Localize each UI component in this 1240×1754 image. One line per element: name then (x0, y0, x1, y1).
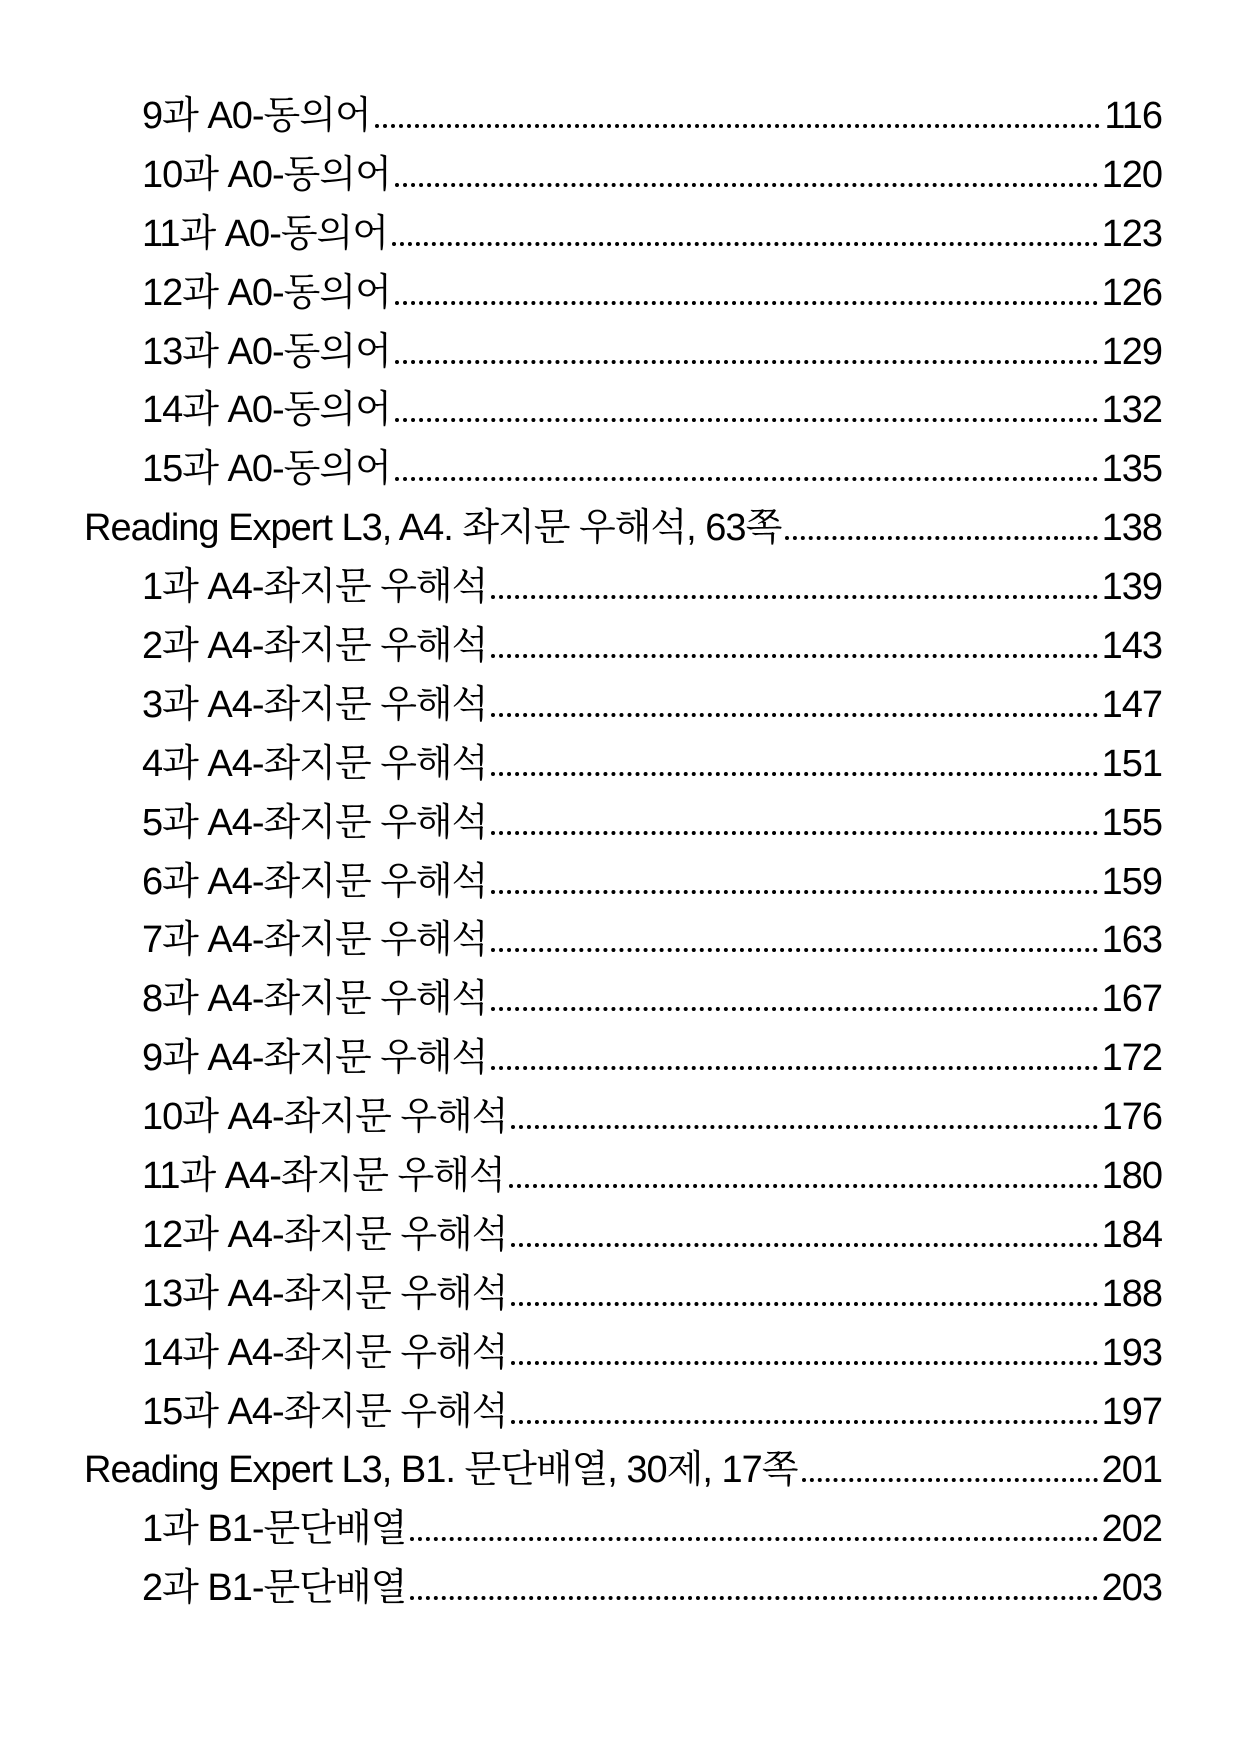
toc-page-number: 138 (1101, 507, 1162, 550)
dot-leader (511, 1302, 1097, 1306)
toc-entry[interactable] (84, 84, 1162, 143)
toc-entry-title: 1과 B1-문단배열 (142, 1508, 407, 1551)
toc-page-number: 188 (1101, 1272, 1162, 1315)
toc-page-number: 180 (1101, 1155, 1162, 1198)
toc-page-number: 197 (1101, 1390, 1162, 1433)
toc-entry[interactable] (84, 378, 1162, 437)
dot-leader (491, 654, 1097, 658)
dot-leader (785, 536, 1097, 540)
toc-page-number: 201 (1101, 1449, 1162, 1492)
toc-entry[interactable] (84, 1144, 1162, 1203)
dot-leader (395, 418, 1098, 422)
toc-entry-title: 5과 A4-좌지문 우해석 (142, 801, 488, 844)
toc-page-number: 159 (1101, 860, 1162, 903)
dot-leader (491, 1066, 1097, 1070)
toc-entry-title: 3과 A4-좌지문 우해석 (142, 683, 488, 726)
toc-page-number: 202 (1101, 1508, 1162, 1551)
toc-page-number: 155 (1101, 801, 1162, 844)
toc-entry-title: 4과 A4-좌지문 우해석 (142, 742, 488, 785)
toc-entry-title: 9과 A4-좌지문 우해석 (142, 1037, 488, 1080)
toc-entry[interactable] (84, 143, 1162, 202)
toc-entry[interactable] (84, 1497, 1162, 1556)
dot-leader (511, 1361, 1097, 1365)
toc-entry[interactable] (84, 791, 1162, 850)
toc-page-number: 129 (1101, 330, 1162, 373)
toc-entry-title: 7과 A4-좌지문 우해석 (142, 919, 488, 962)
dot-leader (511, 1420, 1097, 1424)
toc-entry-title: 8과 A4-좌지문 우해석 (142, 978, 488, 1021)
toc-entry-title: 11과 A4-좌지문 우해석 (142, 1155, 505, 1198)
toc-entry[interactable] (84, 732, 1162, 791)
toc-page-number: 172 (1101, 1037, 1162, 1080)
dot-leader (491, 713, 1097, 717)
toc-entry-title: 13과 A4-좌지문 우해석 (142, 1272, 508, 1315)
toc-entry-title: 15과 A0-동의어 (142, 448, 391, 491)
dot-leader (410, 1596, 1097, 1600)
toc-entry-title: 12과 A0-동의어 (142, 271, 391, 314)
toc-entry-title: 10과 A0-동의어 (142, 153, 391, 196)
toc-section-entry[interactable] (84, 496, 1162, 555)
toc-page-number: 120 (1101, 153, 1162, 196)
toc-page-number: 203 (1101, 1567, 1162, 1610)
toc-entry-title: 1과 A4-좌지문 우해석 (142, 566, 488, 609)
dot-leader (802, 1478, 1098, 1482)
dot-leader (375, 124, 1101, 128)
toc-page-number: 151 (1101, 742, 1162, 785)
toc-entry-title: 13과 A0-동의어 (142, 330, 391, 373)
toc-section-entry[interactable] (84, 1438, 1162, 1497)
toc-page-number: 193 (1101, 1331, 1162, 1374)
toc-entry[interactable] (84, 1262, 1162, 1321)
toc-entry[interactable] (84, 437, 1162, 496)
toc-entry[interactable] (84, 1203, 1162, 1262)
dot-leader (395, 477, 1098, 481)
toc-entry[interactable] (84, 673, 1162, 732)
dot-leader (511, 1243, 1097, 1247)
toc-page-number: 126 (1101, 271, 1162, 314)
dot-leader (491, 1007, 1097, 1011)
dot-leader (392, 242, 1098, 246)
toc-entry-title: 14과 A4-좌지문 우해석 (142, 1331, 508, 1374)
toc-page-number: 143 (1101, 625, 1162, 668)
toc-entry-title: Reading Expert L3, B1. 문단배열, 30제, 17쪽 (84, 1449, 798, 1492)
toc-entry-title: 9과 A0-동의어 (142, 95, 371, 137)
dot-leader (491, 831, 1097, 835)
toc-page-number: 184 (1101, 1213, 1162, 1256)
toc-page-number: 176 (1101, 1096, 1162, 1139)
toc-entry-title: 2과 B1-문단배열 (142, 1567, 407, 1610)
toc-page-number: 167 (1101, 978, 1162, 1021)
dot-leader (491, 890, 1097, 894)
table-of-contents (84, 84, 1162, 1615)
toc-entry-title: 15과 A4-좌지문 우해석 (142, 1390, 508, 1433)
toc-entry[interactable] (84, 1026, 1162, 1085)
toc-entry[interactable] (84, 908, 1162, 967)
toc-entry[interactable] (84, 320, 1162, 379)
toc-entry[interactable] (84, 1085, 1162, 1144)
toc-entry[interactable] (84, 614, 1162, 673)
toc-entry[interactable] (84, 555, 1162, 614)
dot-leader (395, 301, 1098, 305)
toc-entry-title: 10과 A4-좌지문 우해석 (142, 1096, 508, 1139)
dot-leader (511, 1125, 1097, 1129)
toc-entry[interactable] (84, 850, 1162, 909)
dot-leader (491, 595, 1097, 599)
toc-entry-title: 12과 A4-좌지문 우해석 (142, 1213, 508, 1256)
toc-entry[interactable] (84, 967, 1162, 1026)
dot-leader (491, 772, 1097, 776)
toc-page-number: 116 (1104, 95, 1162, 137)
toc-entry[interactable] (84, 1321, 1162, 1380)
toc-entry[interactable] (84, 1556, 1162, 1615)
toc-entry-title: 14과 A0-동의어 (142, 389, 391, 432)
dot-leader (509, 1184, 1098, 1188)
toc-entry-title: 2과 A4-좌지문 우해석 (142, 625, 488, 668)
dot-leader (395, 183, 1098, 187)
toc-page-number: 123 (1101, 212, 1162, 255)
toc-page-number: 139 (1101, 566, 1162, 609)
toc-page-number: 147 (1101, 683, 1162, 726)
dot-leader (410, 1537, 1097, 1541)
toc-entry-title: 11과 A0-동의어 (142, 212, 388, 255)
toc-page-number: 135 (1101, 448, 1162, 491)
toc-entry[interactable] (84, 261, 1162, 320)
toc-page-number: 163 (1101, 919, 1162, 962)
dot-leader (395, 360, 1098, 364)
toc-entry[interactable] (84, 1380, 1162, 1439)
toc-entry[interactable] (84, 202, 1162, 261)
toc-entry-title: 6과 A4-좌지문 우해석 (142, 860, 488, 903)
toc-page-number: 132 (1101, 389, 1162, 432)
dot-leader (491, 948, 1097, 952)
toc-entry-title: Reading Expert L3, A4. 좌지문 우해석, 63쪽 (84, 507, 782, 550)
